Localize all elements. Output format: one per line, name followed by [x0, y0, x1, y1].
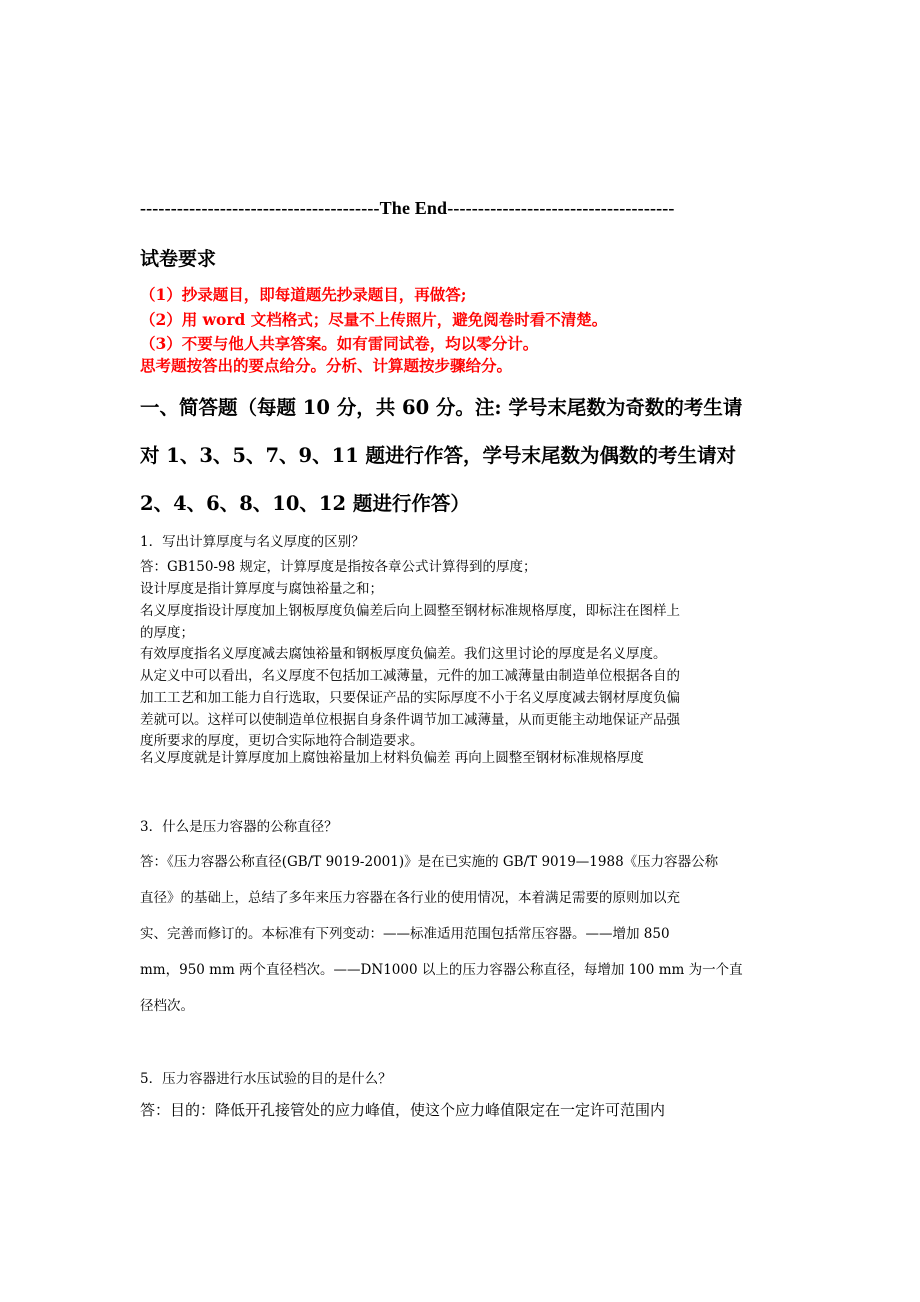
answer-1-line: 差就可以。这样可以使制造单位根据自身条件调节加工减薄量，从而更能主动地保证产品强: [140, 712, 680, 728]
section-title-line-1: 一、简答题（每题 10 分，共 60 分。注: 学号末尾数为奇数的考生请: [140, 396, 743, 419]
answer-3-line: 答：《压力容器公称直径(GB/T 9019-2001)》是在已实施的 GB/T 9019—1988《压力容器公称: [140, 854, 719, 870]
requirement-item-1: （1）抄录题目，即每道题先抄录题目，再做答;: [140, 285, 467, 304]
section-title-line-2: 对 1、3、5、7、9、11 题进行作答，学号末尾数为偶数的考生请对: [140, 444, 737, 467]
requirement-item-2: （2）用 word 文档格式；尽量不上传照片，避免阅卷时看不清楚。: [140, 310, 608, 329]
end-separator-line: ---------------------------------------The End-------------------------------------: [140, 198, 675, 218]
answer-5: 答：目的：降低开孔接管处的应力峰值，使这个应力峰值限定在一定许可范围内: [140, 1101, 666, 1119]
answer-1-line: 度所要求的厚度，更切合实际地符合制造要求。: [140, 733, 424, 749]
answer-3-line: 径档次。: [140, 998, 194, 1014]
scoring-note: 思考题按答出的要点给分。分析、计算题按步骤给分。: [140, 356, 513, 375]
requirement-item-3: （3）不要与他人共享答案。如有雷同试卷，均以零分计。: [140, 334, 539, 353]
answer-1-line: 加工工艺和加工能力自行选取，只要保证产品的实际厚度不小于名义厚度减去钢材厚度负偏: [140, 690, 680, 706]
answer-3-line: 实、完善而修订的。本标准有下列变动：——标准适用范围包括常压容器。——增加 850: [140, 926, 670, 942]
answer-3-line: 直径》的基础上，总结了多年来压力容器在各行业的使用情况，本着满足需要的原则加以充: [140, 890, 680, 906]
answer-1-line: 名义厚度指设计厚度加上钢板厚度负偏差后向上圆整至钢材标准规格厚度，即标注在图样上: [140, 603, 680, 619]
question-5: 5．压力容器进行水压试验的目的是什么？: [140, 1071, 392, 1087]
answer-1-line: 设计厚度是指计算厚度与腐蚀裕量之和；: [140, 581, 383, 597]
answer-3-line: mm，950 mm 两个直径档次。——DN1000 以上的压力容器公称直径，每增加 100 mm 为一个直: [140, 962, 743, 978]
answer-1-line: 从定义中可以看出，名义厚度不包括加工减薄量，元件的加工减薄量由制造单位根据各自的: [140, 668, 680, 684]
answer-1-line: 名义厚度就是计算厚度加上腐蚀裕量加上材料负偏差 再向上圆整至钢材标准规格厚度: [140, 750, 644, 766]
question-3: 3．什么是压力容器的公称直径？: [140, 819, 338, 835]
question-1: 1．写出计算厚度与名义厚度的区别？: [140, 534, 365, 550]
answer-1-line: 的厚度；: [140, 625, 194, 641]
answer-1-line: 有效厚度指名义厚度减去腐蚀裕量和钢板厚度负偏差。我们这里讨论的厚度是名义厚度。: [140, 646, 667, 662]
answer-1-line: 答：GB150-98 规定，计算厚度是指按各章公式计算得到的厚度；: [140, 559, 537, 575]
section-title-line-3: 2、4、6、8、10、12 题进行作答）: [140, 492, 470, 515]
requirements-title: 试卷要求: [140, 248, 217, 270]
